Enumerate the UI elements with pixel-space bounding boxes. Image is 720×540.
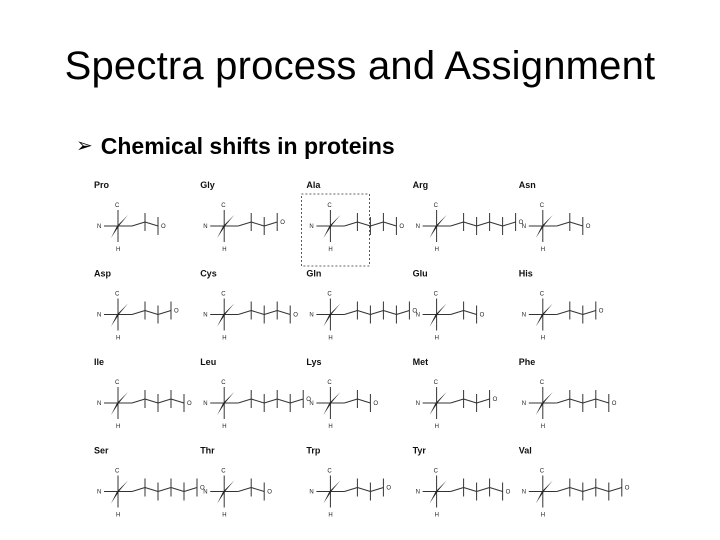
structure-ala bbox=[301, 180, 404, 266]
svg-text:C: C bbox=[539, 291, 545, 298]
svg-text:H: H bbox=[328, 424, 333, 430]
svg-text:O: O bbox=[585, 224, 591, 230]
svg-text:N: N bbox=[309, 312, 314, 319]
svg-text:H: H bbox=[434, 247, 439, 253]
svg-text:H: H bbox=[116, 512, 121, 519]
amino-acid-label: Gly bbox=[200, 180, 215, 190]
svg-text:H: H bbox=[540, 335, 546, 342]
svg-text:O: O bbox=[174, 308, 179, 315]
structure-asp bbox=[94, 269, 179, 342]
amino-acid-label: Leu bbox=[200, 357, 217, 367]
svg-text:C: C bbox=[433, 291, 438, 298]
svg-text:N: N bbox=[97, 312, 102, 319]
svg-text:C: C bbox=[433, 380, 438, 386]
svg-text:O: O bbox=[187, 401, 192, 407]
structure-tyr bbox=[413, 446, 511, 519]
svg-text:N: N bbox=[521, 312, 527, 319]
amino-acid-label: Met bbox=[412, 357, 429, 367]
svg-text:O: O bbox=[624, 485, 630, 492]
structure-trp bbox=[306, 446, 391, 519]
svg-text:N: N bbox=[97, 401, 102, 407]
svg-text:O: O bbox=[306, 397, 311, 403]
structure-gln bbox=[306, 269, 417, 342]
structure-phe bbox=[519, 357, 617, 430]
arrow-bullet-icon: ➢ bbox=[76, 135, 93, 157]
svg-text:N: N bbox=[203, 224, 208, 230]
amino-acid-structures-figure bbox=[86, 174, 630, 528]
svg-text:O: O bbox=[200, 485, 205, 492]
structure-val bbox=[519, 446, 630, 519]
amino-acid-label: Cys bbox=[200, 268, 217, 279]
svg-text:C: C bbox=[115, 291, 120, 298]
amino-acid-label: Trp bbox=[306, 445, 321, 456]
slide-title: Spectra process and Assignment bbox=[64, 44, 656, 88]
amino-acid-label: His bbox=[518, 268, 533, 279]
svg-text:O: O bbox=[479, 312, 485, 319]
svg-text:C: C bbox=[115, 380, 120, 386]
svg-text:H: H bbox=[540, 424, 546, 430]
svg-text:H: H bbox=[222, 247, 227, 253]
svg-text:N: N bbox=[415, 489, 420, 496]
structure-glu bbox=[413, 269, 485, 342]
svg-text:N: N bbox=[203, 401, 208, 407]
svg-text:O: O bbox=[267, 489, 272, 496]
svg-text:O: O bbox=[399, 224, 405, 230]
svg-text:C: C bbox=[539, 203, 545, 209]
svg-text:N: N bbox=[521, 401, 527, 407]
structure-thr bbox=[200, 446, 272, 519]
amino-acid-label: Ile bbox=[94, 357, 105, 367]
amino-acid-label: Pro bbox=[94, 180, 110, 190]
svg-text:H: H bbox=[434, 512, 439, 519]
svg-text:C: C bbox=[115, 203, 120, 209]
svg-text:H: H bbox=[540, 247, 546, 253]
amino-acid-label: Glu bbox=[412, 268, 428, 279]
amino-acid-label: Asn bbox=[518, 180, 536, 190]
svg-text:O: O bbox=[280, 220, 285, 226]
amino-acid-label: Tyr bbox=[412, 445, 426, 456]
svg-text:H: H bbox=[222, 424, 227, 430]
structure-lys bbox=[306, 357, 378, 430]
svg-text:O: O bbox=[505, 489, 511, 496]
svg-text:C: C bbox=[327, 291, 332, 298]
svg-text:H: H bbox=[328, 335, 333, 342]
svg-text:N: N bbox=[309, 224, 314, 230]
svg-text:H: H bbox=[222, 335, 227, 342]
amino-acid-label: Gln bbox=[306, 268, 322, 279]
svg-text:N: N bbox=[97, 489, 102, 496]
structure-gly bbox=[200, 180, 285, 253]
svg-text:N: N bbox=[415, 401, 420, 407]
svg-text:H: H bbox=[434, 424, 439, 430]
structure-ile bbox=[94, 357, 192, 430]
svg-text:C: C bbox=[433, 468, 438, 475]
svg-text:O: O bbox=[293, 312, 298, 319]
svg-text:N: N bbox=[97, 224, 102, 230]
svg-text:O: O bbox=[161, 224, 166, 230]
svg-text:H: H bbox=[540, 512, 546, 519]
amino-acid-label: Phe bbox=[518, 357, 536, 367]
svg-text:N: N bbox=[521, 224, 527, 230]
amino-acid-label: Val bbox=[518, 445, 532, 456]
svg-text:O: O bbox=[386, 485, 392, 492]
svg-text:C: C bbox=[221, 291, 226, 298]
svg-text:H: H bbox=[328, 247, 333, 253]
svg-text:C: C bbox=[539, 468, 545, 475]
svg-text:C: C bbox=[327, 468, 332, 475]
svg-text:O: O bbox=[598, 308, 604, 315]
svg-text:O: O bbox=[611, 401, 617, 407]
svg-text:O: O bbox=[373, 401, 379, 407]
structure-his bbox=[519, 269, 604, 342]
svg-text:N: N bbox=[415, 224, 420, 230]
amino-acid-label: Arg bbox=[412, 180, 429, 190]
svg-text:N: N bbox=[309, 401, 314, 407]
svg-text:H: H bbox=[116, 247, 121, 253]
svg-text:C: C bbox=[539, 380, 545, 386]
structure-cys bbox=[200, 269, 298, 342]
amino-acid-label: Ser bbox=[94, 445, 109, 456]
amino-acid-label: Thr bbox=[200, 445, 215, 456]
svg-text:N: N bbox=[203, 489, 208, 496]
svg-text:C: C bbox=[433, 203, 438, 209]
svg-text:N: N bbox=[521, 489, 527, 496]
svg-text:C: C bbox=[115, 468, 120, 475]
svg-text:C: C bbox=[221, 203, 226, 209]
amino-acid-label: Lys bbox=[306, 357, 322, 367]
svg-text:H: H bbox=[116, 335, 121, 342]
svg-text:C: C bbox=[327, 203, 332, 209]
svg-text:C: C bbox=[221, 468, 226, 475]
svg-text:O: O bbox=[518, 220, 524, 226]
svg-text:N: N bbox=[203, 312, 208, 319]
structure-met bbox=[413, 357, 498, 430]
svg-text:H: H bbox=[116, 424, 121, 430]
svg-text:O: O bbox=[492, 397, 498, 403]
structure-asn bbox=[519, 180, 591, 253]
amino-acid-label: Asp bbox=[94, 268, 112, 279]
structure-pro bbox=[94, 180, 166, 253]
svg-text:C: C bbox=[327, 380, 332, 386]
bullet-item bbox=[76, 133, 395, 160]
svg-text:C: C bbox=[221, 380, 226, 386]
svg-text:N: N bbox=[309, 489, 314, 496]
structures-canvas bbox=[86, 174, 630, 528]
svg-text:N: N bbox=[415, 312, 420, 319]
svg-text:O: O bbox=[412, 308, 418, 315]
bullet-text: Chemical shifts in proteins bbox=[100, 133, 395, 159]
svg-text:H: H bbox=[222, 512, 227, 519]
svg-text:H: H bbox=[434, 335, 439, 342]
amino-acid-label: Ala bbox=[306, 180, 321, 190]
svg-text:H: H bbox=[328, 512, 333, 519]
